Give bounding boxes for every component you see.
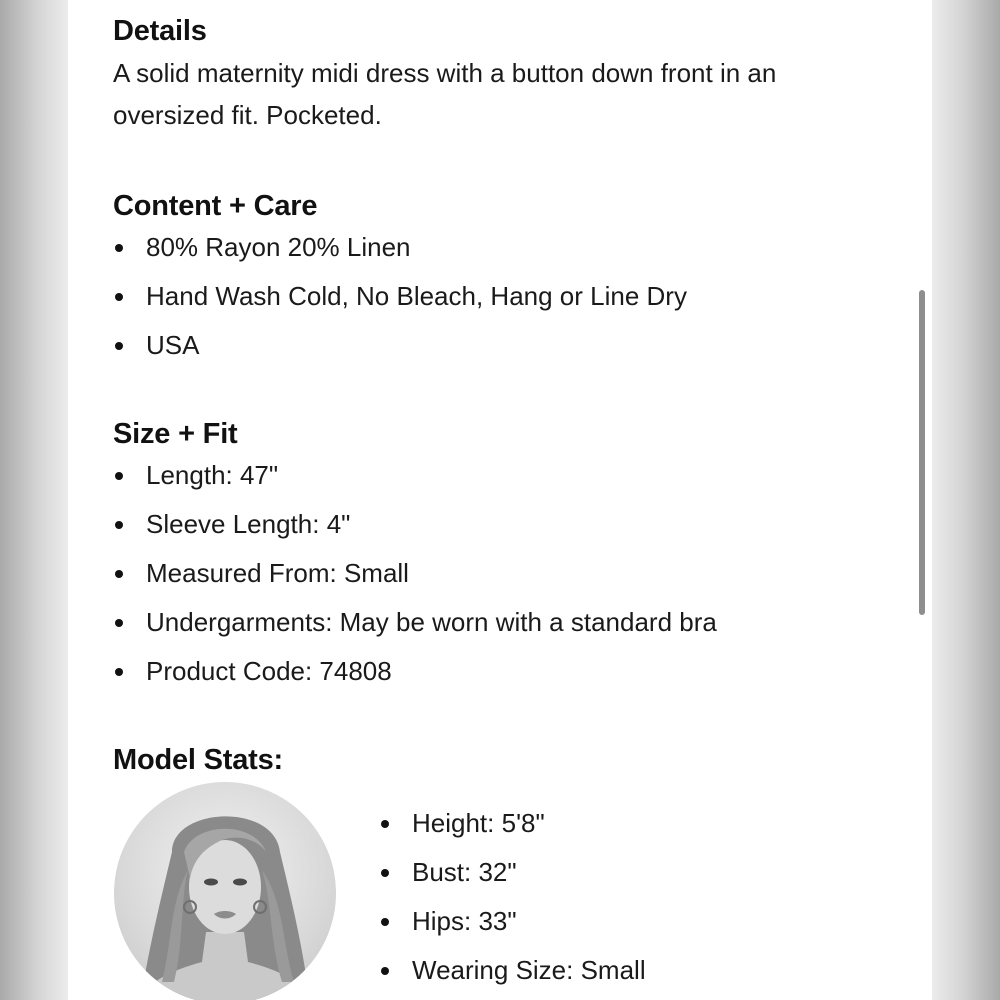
model-stats-heading: Model Stats: (113, 744, 283, 776)
list-item: Length: 47" (113, 451, 717, 500)
list-item: Height: 5'8" (379, 799, 646, 848)
list-item: Product Code: 74808 (113, 647, 717, 696)
list-item: Bust: 32" (379, 848, 646, 897)
model-stats-list (379, 799, 646, 995)
list-item: Hips: 33" (379, 897, 646, 946)
list-item: Measured From: Small (113, 549, 717, 598)
size-fit-heading: Size + Fit (113, 418, 238, 450)
details-description-line-1: A solid maternity midi dress with a button down front in an (113, 58, 777, 88)
list-item: 80% Rayon 20% Linen (113, 223, 687, 272)
list-item: Wearing Size: Small (379, 946, 646, 995)
list-item: USA (113, 321, 687, 370)
list-item: Hand Wash Cold, No Bleach, Hang or Line Dry (113, 272, 687, 321)
details-heading: Details (113, 15, 207, 47)
list-item: Sleeve Length: 4" (113, 500, 717, 549)
content-care-list (113, 223, 687, 370)
size-fit-list (113, 451, 717, 696)
list-item: Undergarments: May be worn with a standard bra (113, 598, 717, 647)
left-backdrop (0, 0, 68, 1000)
scrollbar-thumb[interactable] (919, 290, 925, 615)
content-care-heading: Content + Care (113, 190, 318, 222)
model-portrait-image (114, 782, 336, 1000)
right-backdrop (932, 0, 1000, 1000)
model-avatar (114, 782, 336, 1000)
details-description-line-2: oversized fit. Pocketed. (113, 100, 382, 130)
